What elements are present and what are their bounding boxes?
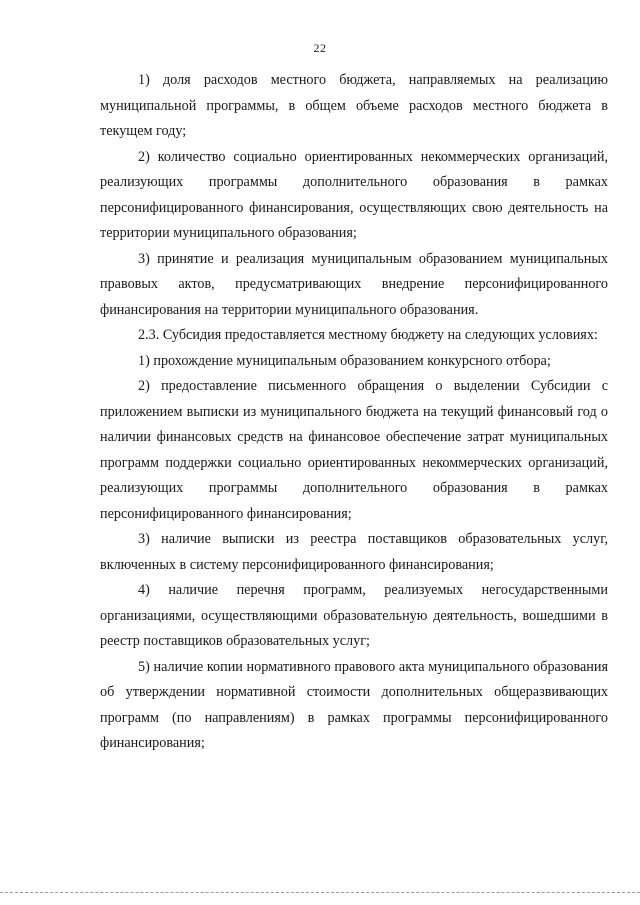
scan-bottom-edge (0, 892, 640, 893)
paragraph-indicator-legal-acts: 3) принятие и реализация муниципальным образованием муниципальных правовых актов, предусматривающих внедрение персонифицированного финансирования на территории муниципального образования. (100, 250, 608, 318)
paragraph-condition-5: 5) наличие копии нормативного правового акта муниципального образования об утверждении нормативной стоимости дополнительных общеразвивающих программ (по направлениям) в рамках программы персонифицированного финансирования; (100, 658, 608, 751)
paragraph-condition-2: 2) предоставление письменного обращения о выделении Субсидии с приложением выписки из муниципального бюджета на текущий финансовый год о наличии финансовых средств на финансовое обеспечение затрат муниципальных программ поддержки социально ориентированных некоммерческих организаций, реализующих программы дополнительного образования в рамках персонифицированного финансирования; (100, 378, 608, 522)
page-number: 22 (313, 41, 327, 55)
paragraph-section-2-3: 2.3. Субсидия предоставляется местному бюджету на следующих условиях: (138, 327, 598, 343)
paragraph-indicator-budget-share: 1) доля расходов местного бюджета, направляемых на реализацию муниципальной программы, в общем объеме расходов местного бюджета в текущем году; (100, 72, 608, 139)
paragraph-condition-3: 3) наличие выписки из реестра поставщиков образовательных услуг, включенных в систему персонифицированного финансирования; (100, 531, 608, 573)
paragraph-condition-1: 1) прохождение муниципальным образованием конкурсного отбора; (138, 352, 551, 369)
paragraph-indicator-nko-count: 2) количество социально ориентированных некоммерческих организаций, реализующих программы дополнительного образования в рамках персонифицированного финансирования, осуществляющих свою деятельность на территории муниципального образования; (100, 148, 608, 241)
paragraph-condition-4: 4) наличие перечня программ, реализуемых негосударственными организациями, осуществляющими образовательную деятельность, вошедшими в реестр поставщиков образовательных услуг; (100, 582, 608, 649)
document-body (100, 68, 608, 757)
